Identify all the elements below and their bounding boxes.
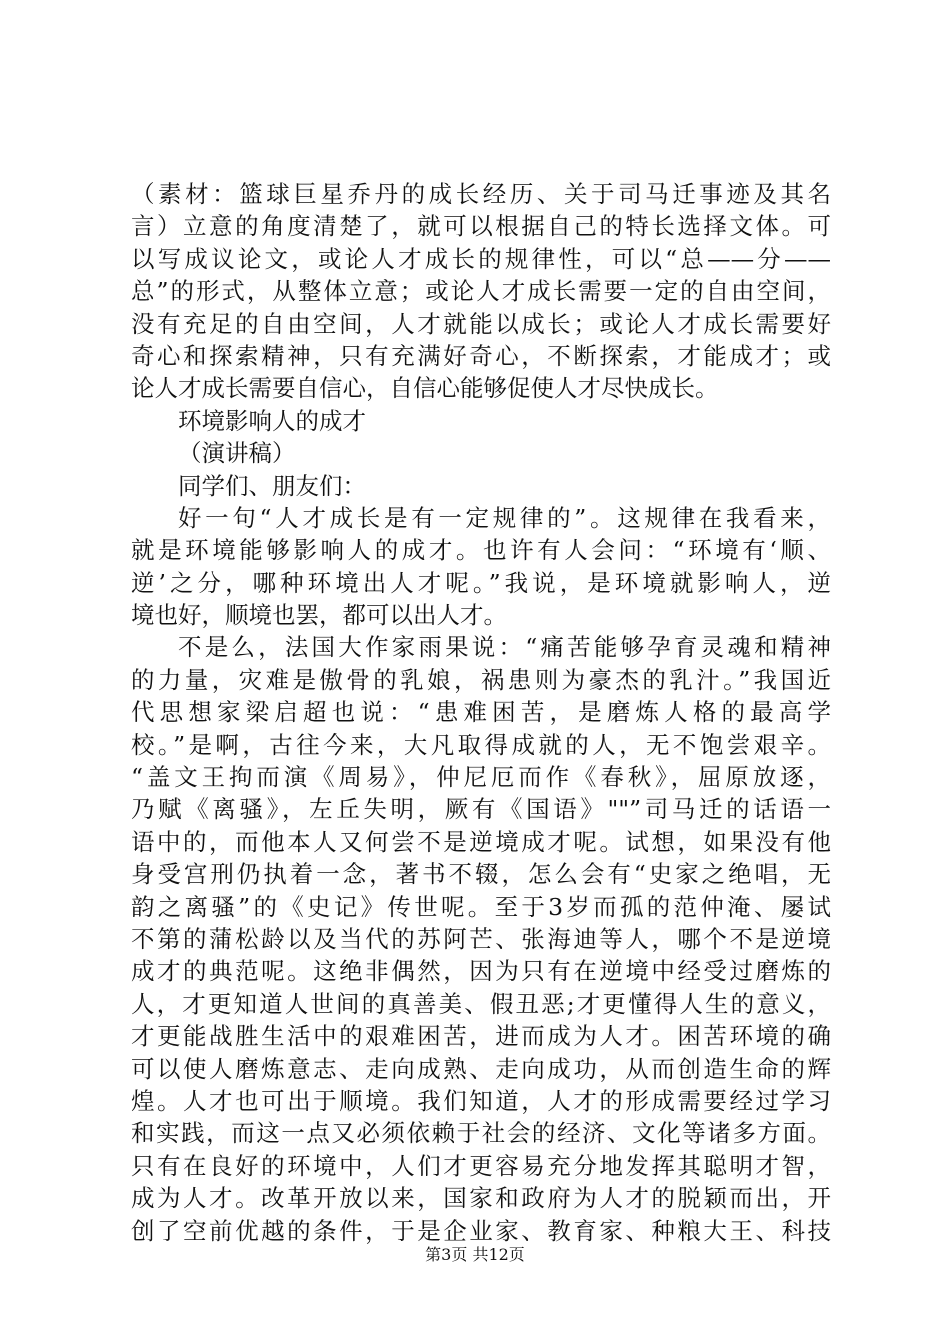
text-line: 成为人才。改革开放以来，国家和政府为人才的脱颖而出，开	[131, 1184, 831, 1213]
text-line: 韵之离骚”的《史记》传世呢。至于3岁而孤的范仲淹、屡试	[131, 892, 831, 921]
text-line: 不是么，法国大作家雨果说：“痛苦能够孕育灵魂和精神	[178, 633, 831, 662]
text-line: 不第的蒲松龄以及当代的苏阿芒、张海迪等人，哪个不是逆境	[131, 924, 831, 953]
text-line: 境也好，顺境也罢，都可以出人才。	[131, 601, 507, 630]
text-line: 以写成议论文，或论人才成长的规律性，可以“总——分——	[131, 244, 831, 273]
text-line: 论人才成长需要自信心，自信心能够促使人才尽快成长。	[131, 374, 719, 403]
text-line: 奇心和探索精神，只有充满好奇心，不断探索，才能成才；或	[131, 341, 831, 370]
text-line: （演讲稿）	[178, 439, 296, 468]
document-body	[131, 178, 831, 1247]
text-line: 好一句“人才成长是有一定规律的”。这规律在我看来，	[178, 503, 831, 532]
text-line: 身受宫刑仍执着一念，著书不辍，怎么会有“史家之绝唱，无	[131, 860, 831, 889]
text-line: 才更能战胜生活中的艰难困苦，进而成为人才。困苦环境的确	[131, 1022, 831, 1051]
text-line: 语中的，而他本人又何尝不是逆境成才呢。试想，如果没有他	[131, 827, 831, 856]
text-line: 校。”是啊，古往今来，大凡取得成就的人，无不饱尝艰辛。	[131, 730, 831, 759]
text-line: （素材：篮球巨星乔丹的成长经历、关于司马迁事迹及其名	[131, 180, 831, 208]
text-line: 成才的典范呢。这绝非偶然，因为只有在逆境中经受过磨炼的	[131, 957, 831, 986]
text-line: 同学们、朋友们：	[178, 471, 366, 500]
text-line: 和实践，而这一点又必须依赖于社会的经济、文化等诸多方面。	[131, 1119, 831, 1148]
text-line: 代思想家梁启超也说：“患难困苦，是磨炼人格的最高学	[131, 698, 831, 727]
text-line: 可以使人磨炼意志、走向成熟、走向成功，从而创造生命的辉	[131, 1054, 831, 1083]
text-line: 言）立意的角度清楚了，就可以根据自己的特长选择文体。可	[131, 212, 831, 241]
text-line: 创了空前优越的条件，于是企业家、教育家、种粮大王、科技	[131, 1216, 831, 1245]
page-number-footer: 第3页 共12页	[425, 1245, 525, 1264]
text-line: 乃赋《离骚》，左丘失明，厥有《国语》""”司马迁的话语一	[131, 795, 831, 824]
text-line: 人，才更知道人世间的真善美、假丑恶;才更懂得人生的意义，	[131, 989, 831, 1018]
text-line: 逆’之分，哪种环境出人才呢。”我说，是环境就影响人，逆	[131, 568, 831, 597]
text-line: 的力量，灾难是傲骨的乳娘，祸患则为豪杰的乳汁。”我国近	[131, 665, 831, 694]
text-line: 没有充足的自由空间，人才就能以成长；或论人才成长需要好	[131, 309, 831, 338]
text-line: 只有在良好的环境中，人们才更容易充分地发挥其聪明才智，	[131, 1151, 831, 1180]
text-line: “盖文王拘而演《周易》，仲尼厄而作《春秋》，屈原放逐，	[131, 763, 831, 792]
text-line: 环境影响人的成才	[178, 406, 366, 435]
text-line: 就是环境能够影响人的成才。也许有人会问：“环境有‘顺、	[131, 536, 831, 565]
text-line: 煌。人才也可出于顺境。我们知道，人才的形成需要经过学习	[131, 1086, 831, 1115]
text-line: 总”的形式，从整体立意；或论人才成长需要一定的自由空间，	[131, 277, 831, 306]
